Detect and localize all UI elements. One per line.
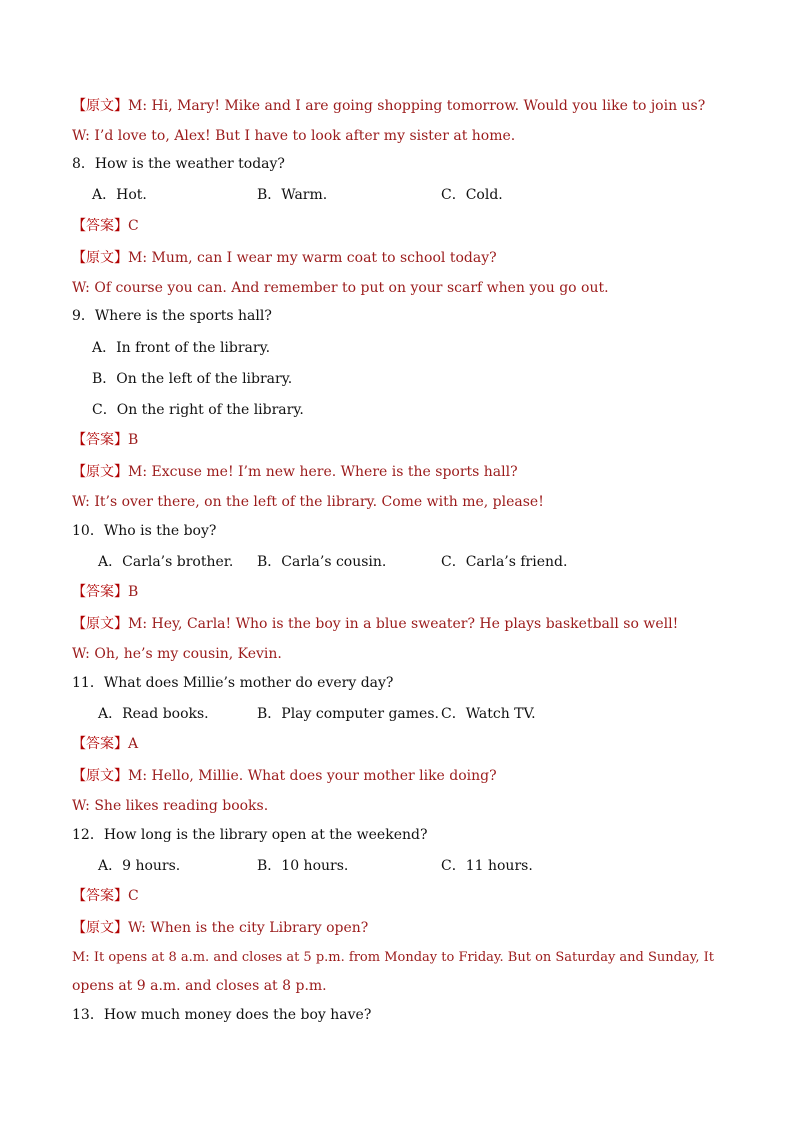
answer-value: B — [128, 432, 139, 448]
transcript-text: M: Hi, Mary! Mike and I are going shopping tomorrow. Would you like to join us? — [128, 98, 706, 114]
question-13: 13．How much money does the boy have? — [72, 1007, 372, 1023]
transcript-tag: 【原文】 — [72, 250, 128, 266]
option-a: A．9 hours. — [98, 858, 181, 874]
transcript-tag: 【原文】 — [72, 920, 128, 936]
transcript-tag: 【原文】 — [72, 616, 128, 632]
option-c: C．Carla’s friend. — [441, 554, 568, 570]
option-b: B．10 hours. — [257, 858, 349, 874]
transcript-line: W: She likes reading books. — [72, 798, 269, 814]
option-a: A．Read books. — [98, 706, 209, 722]
answer-value: C — [128, 888, 139, 904]
transcript-line: W: It’s over there, on the left of the library. Come with me, please! — [72, 494, 544, 510]
answer-line — [72, 734, 138, 754]
answer-line — [72, 886, 139, 906]
transcript-line: W: I’d love to, Alex! But I have to look after my sister at home. — [72, 128, 516, 144]
transcript-line — [72, 248, 497, 268]
transcript-text: M: Hey, Carla! Who is the boy in a blue sweater? He plays basketball so well! — [128, 616, 679, 632]
transcript-text: M: Mum, can I wear my warm coat to school today? — [128, 250, 497, 266]
answer-tag: 【答案】 — [72, 218, 128, 234]
answer-line — [72, 582, 138, 602]
transcript-line: W: Of course you can. And remember to put on your scarf when you go out. — [72, 280, 609, 296]
transcript-line: W: Oh, he’s my cousin, Kevin. — [72, 646, 282, 662]
option-c: C．On the right of the library. — [92, 402, 304, 418]
option-a: A．In front of the library. — [92, 340, 271, 356]
option-a: A．Hot. — [92, 187, 147, 203]
transcript-tag: 【原文】 — [72, 98, 128, 114]
transcript-tag: 【原文】 — [72, 768, 128, 784]
question-8: 8．How is the weather today? — [72, 156, 285, 172]
transcript-line: M: It opens at 8 a.m. and closes at 5 p.m. from Monday to Friday. But on Saturday and Sunday, It — [72, 950, 714, 965]
option-b: B．Warm. — [257, 187, 328, 203]
transcript-line — [72, 614, 678, 634]
question-12: 12．How long is the library open at the weekend? — [72, 827, 428, 843]
option-a: A．Carla’s brother. — [98, 554, 234, 570]
transcript-line — [72, 462, 518, 482]
transcript-tag: 【原文】 — [72, 464, 128, 480]
transcript-line — [72, 766, 497, 786]
answer-tag: 【答案】 — [72, 432, 128, 448]
option-b: B．Carla’s cousin. — [257, 554, 387, 570]
answer-value: B — [128, 584, 139, 600]
transcript-text: M: Hello, Millie. What does your mother like doing? — [128, 768, 497, 784]
answer-tag: 【答案】 — [72, 888, 128, 904]
option-c: C．Cold. — [441, 187, 503, 203]
transcript-line — [72, 918, 368, 938]
option-c: C．11 hours. — [441, 858, 533, 874]
transcript-text: W: When is the city Library open? — [128, 920, 369, 936]
question-10: 10．Who is the boy? — [72, 523, 217, 539]
transcript-line — [72, 96, 705, 116]
answer-value: A — [128, 736, 139, 752]
option-b: B．Play computer games. — [257, 706, 439, 722]
answer-line — [72, 216, 139, 236]
transcript-text: M: Excuse me! I’m new here. Where is the sports hall? — [128, 464, 518, 480]
answer-line — [72, 430, 138, 450]
option-c: C．Watch TV. — [441, 706, 536, 722]
answer-tag: 【答案】 — [72, 736, 128, 752]
transcript-line: opens at 9 a.m. and closes at 8 p.m. — [72, 978, 327, 994]
option-b: B．On the left of the library. — [92, 371, 293, 387]
answer-tag: 【答案】 — [72, 584, 128, 600]
question-9: 9．Where is the sports hall? — [72, 308, 272, 324]
answer-value: C — [128, 218, 139, 234]
question-11: 11．What does Millie’s mother do every day? — [72, 675, 394, 691]
